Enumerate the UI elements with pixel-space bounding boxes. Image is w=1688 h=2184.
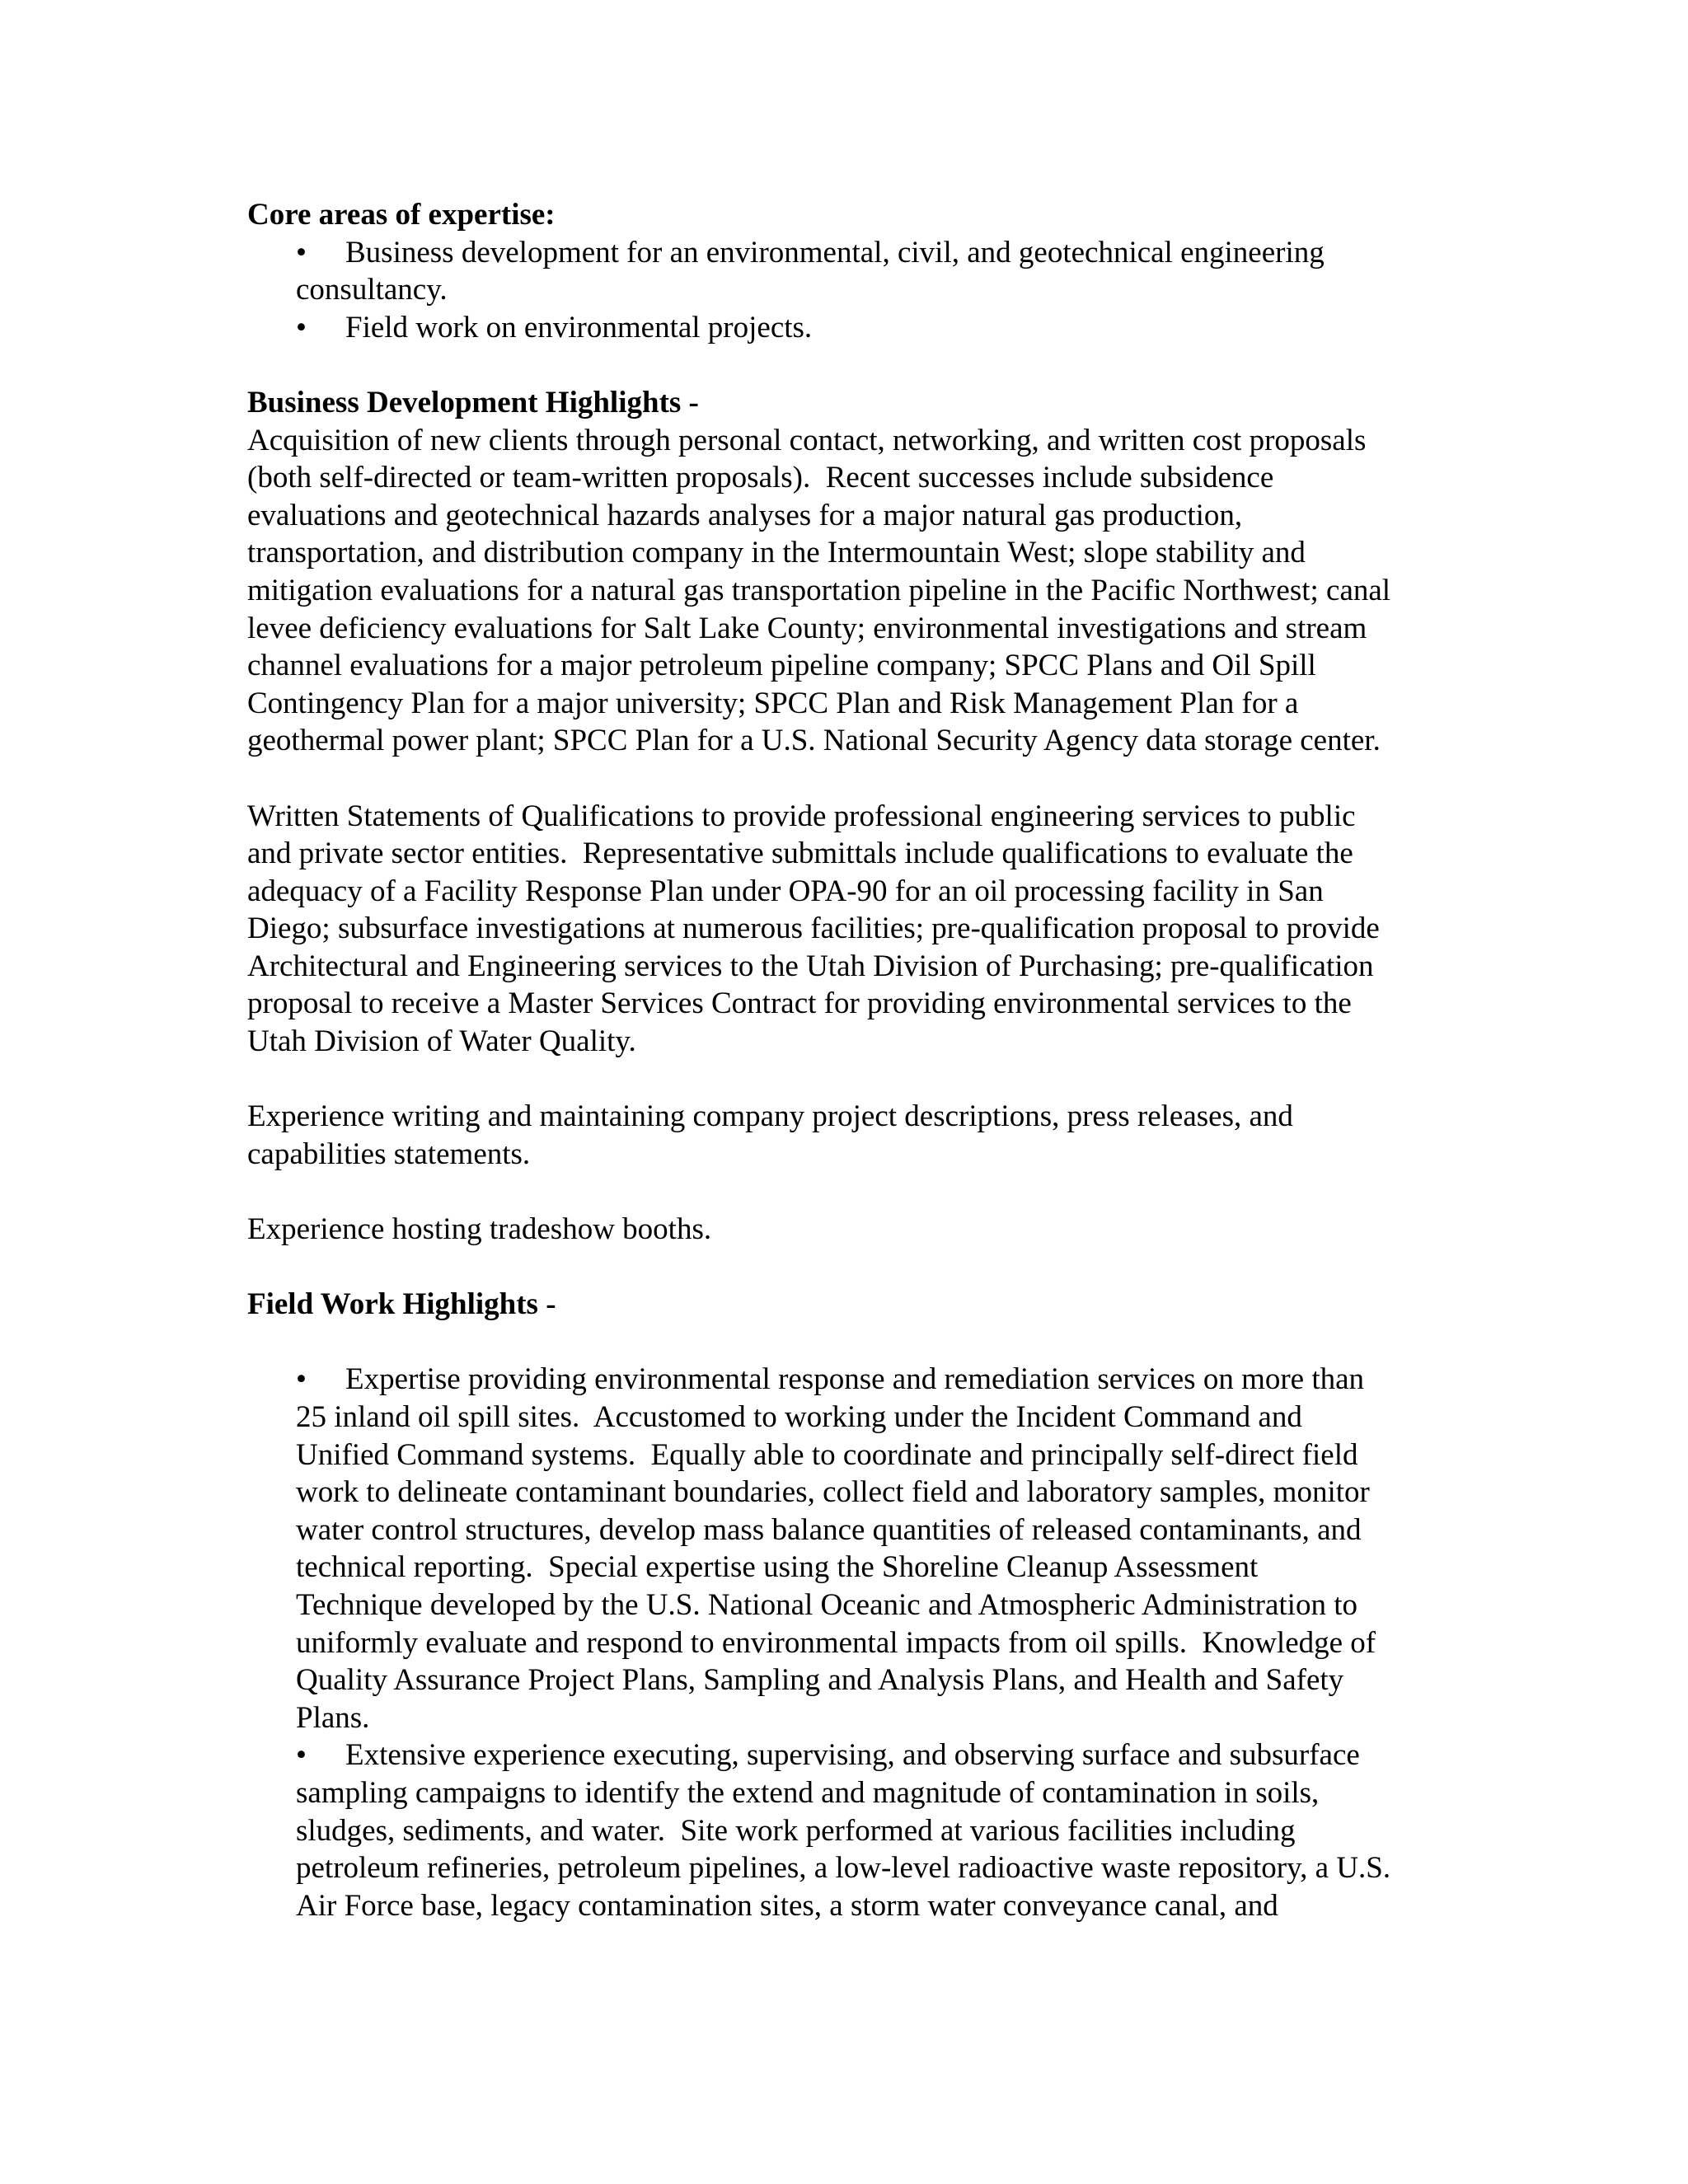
- business-paragraph-tradeshow: [247, 1211, 1484, 1249]
- spacer: [247, 1324, 1484, 1361]
- paragraph-line: Written Statements of Qualifications to provide professional engineering services to public: [247, 799, 1356, 833]
- bullet-icon: •: [296, 1362, 307, 1397]
- bullet-text: Quality Assurance Project Plans, Sampling and Analysis Plans, and Health and Safety: [296, 1663, 1344, 1698]
- bullet-text: Field work on environmental projects.: [345, 310, 813, 344]
- spacer: [247, 1061, 1484, 1099]
- bullet-text: petroleum refineries, petroleum pipelines, a low-level radioactive waste repository, a U.S.: [296, 1851, 1391, 1886]
- paragraph-line: (both self-directed or team-written proposals). Recent successes include subsidence: [247, 461, 1274, 495]
- business-paragraph-qualifications: [247, 798, 1484, 1061]
- paragraph-line: Experience hosting tradeshow booths.: [247, 1212, 712, 1247]
- bullet-icon: •: [296, 235, 307, 269]
- bullet-icon: •: [296, 310, 307, 344]
- bullet-text: Expertise providing environmental response and remediation services on more than: [345, 1362, 1365, 1397]
- core-expertise-heading: Core areas of expertise:: [247, 198, 556, 232]
- paragraph-line: Experience writing and maintaining company project descriptions, press releases, and: [247, 1099, 1293, 1134]
- paragraph-line: capabilities statements.: [247, 1137, 531, 1171]
- paragraph-line: transportation, and distribution company in the Intermountain West; slope stability and: [247, 536, 1306, 570]
- paragraph-line: Diego; subsurface investigations at numerous facilities; pre-qualification proposal to provide: [247, 912, 1380, 946]
- bullet-text: consultancy.: [296, 273, 448, 307]
- paragraph-line: Architectural and Engineering services to the Utah Division of Purchasing; pre-qualification: [247, 949, 1374, 983]
- paragraph-line: adequacy of a Facility Response Plan under OPA-90 for an oil processing facility in San: [247, 874, 1324, 908]
- paragraph-line: geothermal power plant; SPCC Plan for a U.S. National Security Agency data storage center.: [247, 724, 1381, 758]
- bullet-text: Plans.: [296, 1700, 370, 1735]
- bullet-text: Extensive experience executing, supervising, and observing surface and subsurface: [345, 1738, 1360, 1773]
- core-bullet-1: [247, 234, 1484, 309]
- bullet-text: sampling campaigns to identify the extend and magnitude of contamination in soils,: [296, 1775, 1320, 1810]
- bullet-text: 25 inland oil spill sites. Accustomed to working under the Incident Command and: [296, 1400, 1302, 1434]
- business-paragraph-acquisition: [247, 422, 1484, 760]
- bullet-icon: •: [296, 1738, 307, 1773]
- bullet-text: sludges, sediments, and water. Site work performed at various facilities including: [296, 1813, 1296, 1848]
- spacer: [247, 346, 1484, 384]
- field-work-heading: Field Work Highlights -: [247, 1287, 556, 1322]
- paragraph-line: evaluations and geotechnical hazards analyses for a major natural gas production,: [247, 498, 1243, 532]
- bullet-text: Air Force base, legacy contamination sites, a storm water conveyance canal, and: [296, 1888, 1278, 1923]
- field-bullet-2: [247, 1736, 1484, 1924]
- bullet-text: Unified Command systems. Equally able to coordinate and principally self-direct field: [296, 1437, 1358, 1472]
- paragraph-line: and private sector entities. Representative submittals include qualifications to evaluate the: [247, 837, 1353, 871]
- core-bullet-2: [247, 309, 1484, 347]
- paragraph-line: mitigation evaluations for a natural gas transportation pipeline in the Pacific Northwest; canal: [247, 573, 1391, 607]
- resume-content: [247, 196, 1484, 1924]
- bullet-text: technical reporting. Special expertise using the Shoreline Cleanup Assessment: [296, 1550, 1259, 1585]
- paragraph-line: proposal to receive a Master Services Contract for providing environmental services to the: [247, 987, 1352, 1021]
- spacer: [247, 1249, 1484, 1286]
- bullet-text: Business development for an environmental, civil, and geotechnical engineering: [345, 235, 1325, 269]
- paragraph-line: Contingency Plan for a major university; SPCC Plan and Risk Management Plan for a: [247, 686, 1299, 720]
- paragraph-line: Utah Division of Water Quality.: [247, 1024, 636, 1059]
- spacer: [247, 760, 1484, 798]
- bullet-text: uniformly evaluate and respond to environmental impacts from oil spills. Knowledge of: [296, 1625, 1376, 1660]
- spacer: [247, 1173, 1484, 1211]
- business-paragraph-writing: [247, 1098, 1484, 1173]
- bullet-text: work to delineate contaminant boundaries, collect field and laboratory samples, monitor: [296, 1475, 1370, 1510]
- field-bullet-1: [247, 1361, 1484, 1736]
- paragraph-line: channel evaluations for a major petroleum pipeline company; SPCC Plans and Oil Spill: [247, 649, 1316, 683]
- paragraph-line: Acquisition of new clients through personal contact, networking, and written cost proposals: [247, 423, 1367, 457]
- business-development-heading: Business Development Highlights -: [247, 385, 699, 419]
- bullet-text: water control structures, develop mass balance quantities of released contaminants, and: [296, 1512, 1362, 1547]
- paragraph-line: levee deficiency evaluations for Salt Lake County; environmental investigations and stream: [247, 611, 1367, 645]
- bullet-text: Technique developed by the U.S. National Oceanic and Atmospheric Administration to: [296, 1587, 1357, 1622]
